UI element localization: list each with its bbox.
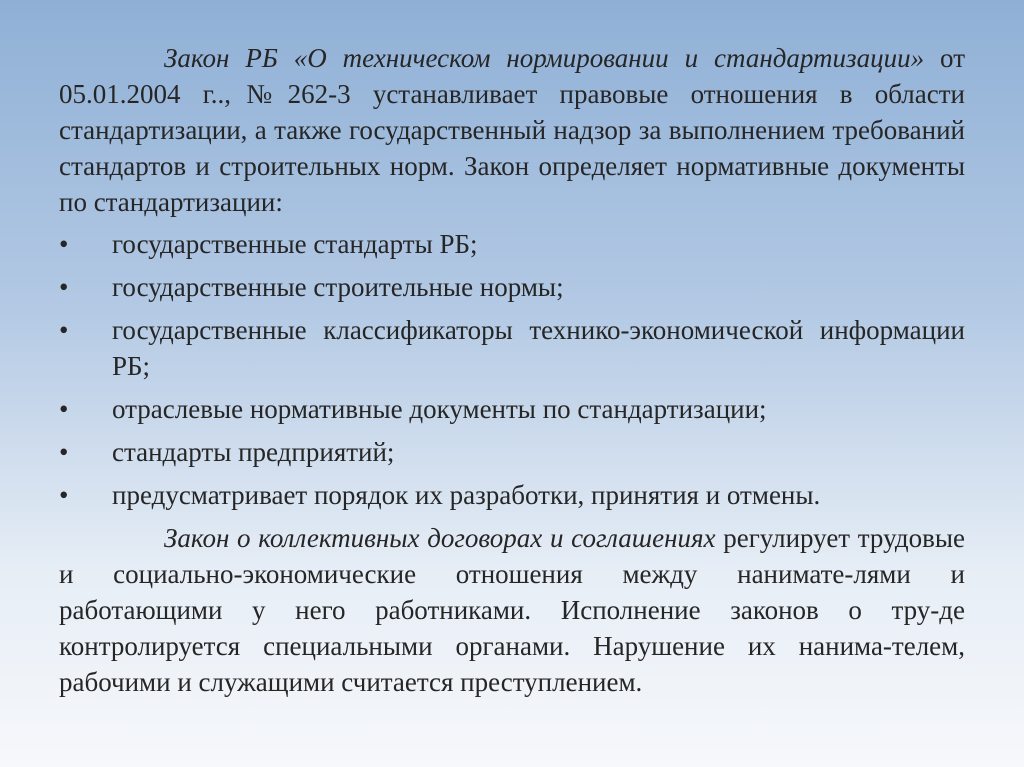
list-item-text: государственные классификаторы технико-экономической информации РБ;	[112, 315, 965, 381]
law-standardization-paragraph	[59, 40, 965, 220]
collective-agreements-paragraph	[59, 520, 965, 700]
bullet-icon: •	[59, 272, 69, 302]
list-item	[59, 434, 965, 470]
list-item	[59, 269, 965, 305]
list-item	[59, 312, 965, 384]
bullet-icon: •	[59, 394, 69, 424]
list-item-text: отраслевые нормативные документы по стандартизации;	[112, 394, 767, 424]
collective-agreements-text: регулирует трудовые и социально-экономические отношения между нанимате-лями и работающими у него работниками. Исполнение законов о тру-де контролируется специальными органами. Нарушение их нанима-телем, рабочими и служащими считается преступлением.	[59, 523, 965, 697]
law-standardization-title: Закон РБ «О техническом нормировании и стандартизации»	[164, 43, 925, 73]
bullet-icon: •	[59, 229, 69, 259]
list-item	[59, 391, 965, 427]
bullet-icon: •	[59, 437, 69, 467]
normative-documents-list	[59, 226, 965, 513]
slide-content	[59, 40, 965, 700]
list-item-text: государственные стандарты РБ;	[112, 229, 478, 259]
list-item-text: государственные строительные нормы;	[112, 272, 564, 302]
bullet-icon: •	[59, 480, 69, 510]
list-item-text: стандарты предприятий;	[112, 437, 395, 467]
list-item	[59, 477, 965, 513]
law-standardization-text: от 05.01.2004 г..,№262-3 устанавливает правовые отношения в области стандартизации, а также государственный надзор за выполнением требований стандартов и строительных норм. Закон определяет нормативные документы по стандартизации:	[59, 43, 965, 217]
collective-agreements-title: Закон о коллективных договорах и соглашениях	[164, 523, 716, 553]
bullet-icon: •	[59, 315, 69, 345]
list-item	[59, 226, 965, 262]
list-item-text: предусматривает порядок их разработки, принятия и отмены.	[112, 480, 821, 510]
